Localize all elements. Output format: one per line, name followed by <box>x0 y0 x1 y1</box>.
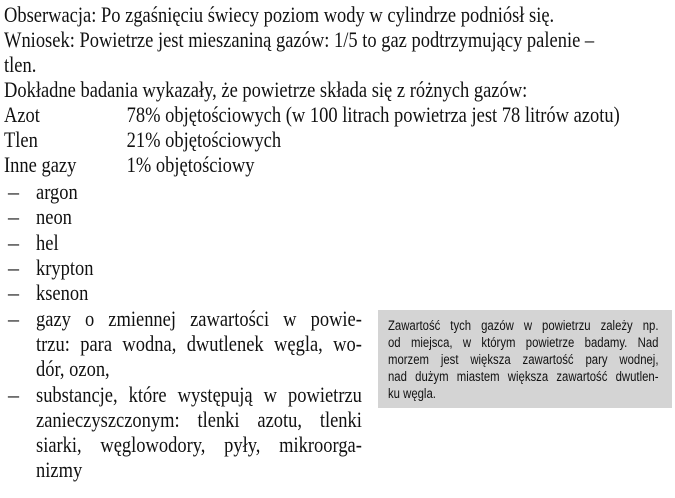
list-dash: – <box>8 229 19 255</box>
list-dash: – <box>8 179 19 205</box>
list-dash: – <box>8 305 19 331</box>
gas-value: 21% objętościowych <box>126 127 282 152</box>
list-item-gas: hel <box>36 229 59 255</box>
note-box <box>378 310 672 408</box>
gas-value: 78% objętościowych (w 100 litrach powietrza jest 78 litrów azotu) <box>126 102 620 127</box>
variable-gases-line: trzu: para wodna, dwutlenek węgla, wo- <box>36 330 362 356</box>
note-line: morzem jest większa zawartość pary wodnej, <box>388 352 659 367</box>
pollutants-line: siarki, węglowodory, pyły, mikroorga- <box>36 432 362 458</box>
conclusion-text-line1: Wniosek: Powietrze jest mieszaniną gazów: 1/5 to gaz podtrzymujący palenie – <box>4 27 595 52</box>
note-line: nad dużym miastem większa zawartość dwutlen- <box>388 369 659 384</box>
note-line: ku węgla. <box>388 386 436 401</box>
list-dash: – <box>8 255 19 280</box>
variable-gases-line: gazy o zmiennej zawartości w powie- <box>36 305 362 331</box>
variable-gases-line: dór, ozon, <box>36 356 110 382</box>
list-dash: – <box>8 204 19 230</box>
list-item-gas: neon <box>36 204 72 230</box>
pollutants-line: substancje, które występują w powietrzu <box>36 381 362 407</box>
gas-name: Inne gazy <box>4 152 77 177</box>
list-item-gas: argon <box>36 179 78 205</box>
composition-row-oxygen <box>4 127 675 152</box>
observation-text: Obserwacja: Po zgaśnięciu świecy poziom wody w cylindrze podniósł się. <box>4 2 555 27</box>
conclusion-text-line2: tlen. <box>4 52 37 77</box>
gas-value: 1% objętościowy <box>126 152 255 177</box>
note-line: od miejsca, w którym powietrze badamy. Nad <box>388 335 659 350</box>
list-dash: – <box>8 280 19 306</box>
list-dash: – <box>8 381 19 407</box>
composition-row-other <box>4 152 675 177</box>
gas-name: Tlen <box>4 127 38 152</box>
research-text: Dokładne badania wykazały, że powietrze składa się z różnych gazów: <box>4 77 528 102</box>
composition-row-nitrogen <box>4 102 675 127</box>
pollutants-line: zanieczyszczonym: tlenki azotu, tlenki <box>36 406 362 432</box>
note-line: Zawartość tych gazów w powietrzu zależy np. <box>388 318 659 333</box>
gas-name: Azot <box>4 102 40 127</box>
list-item-gas: ksenon <box>36 280 89 306</box>
pollutants-line: nizmy <box>36 457 83 483</box>
list-item-gas: krypton <box>36 255 94 280</box>
